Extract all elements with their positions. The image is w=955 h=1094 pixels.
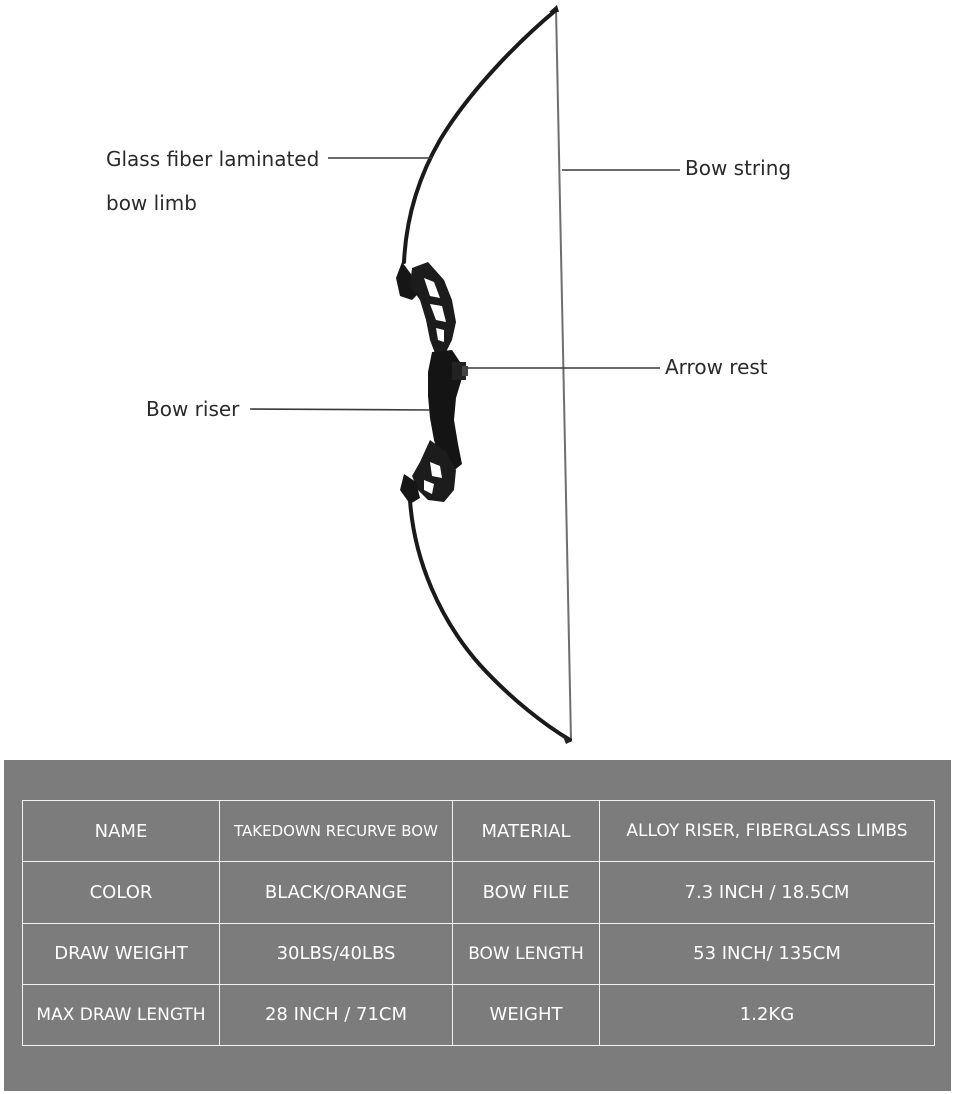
spec-value: TAKEDOWN RECURVE BOW (220, 801, 453, 862)
spec-value: ALLOY RISER, FIBERGLASS LIMBS (600, 801, 935, 862)
spec-key: MAX DRAW LENGTH (23, 984, 220, 1045)
spec-key: BOW LENGTH (453, 923, 600, 984)
upper-limb (404, 10, 556, 262)
spec-row (23, 984, 935, 1045)
spec-value: 1.2KG (600, 984, 935, 1045)
spec-table (22, 800, 935, 1046)
leader-riser (250, 409, 430, 410)
spec-panel (4, 760, 951, 1091)
spec-key: MATERIAL (453, 801, 600, 862)
label-arrow-rest: Arrow rest (665, 355, 768, 379)
spec-row (23, 801, 935, 862)
label-bow-string: Bow string (685, 156, 792, 180)
spec-key: BOW FILE (453, 862, 600, 923)
spec-row (23, 923, 935, 984)
spec-key: NAME (23, 801, 220, 862)
lower-limb (410, 500, 570, 740)
spec-value: 30LBS/40LBS (220, 923, 453, 984)
label-bow-riser: Bow riser (146, 397, 240, 421)
spec-value: BLACK/ORANGE (220, 862, 453, 923)
label-bow-limb: Glass fiber laminated bow limb (106, 147, 320, 215)
spec-key: WEIGHT (453, 984, 600, 1045)
spec-key: COLOR (23, 862, 220, 923)
spec-value: 53 INCH/ 135CM (600, 923, 935, 984)
spec-value: 28 INCH / 71CM (220, 984, 453, 1045)
bow-riser-shape (396, 262, 468, 504)
spec-row (23, 862, 935, 923)
spec-key: DRAW WEIGHT (23, 923, 220, 984)
spec-value: 7.3 INCH / 18.5CM (600, 862, 935, 923)
bow-string (556, 8, 571, 740)
